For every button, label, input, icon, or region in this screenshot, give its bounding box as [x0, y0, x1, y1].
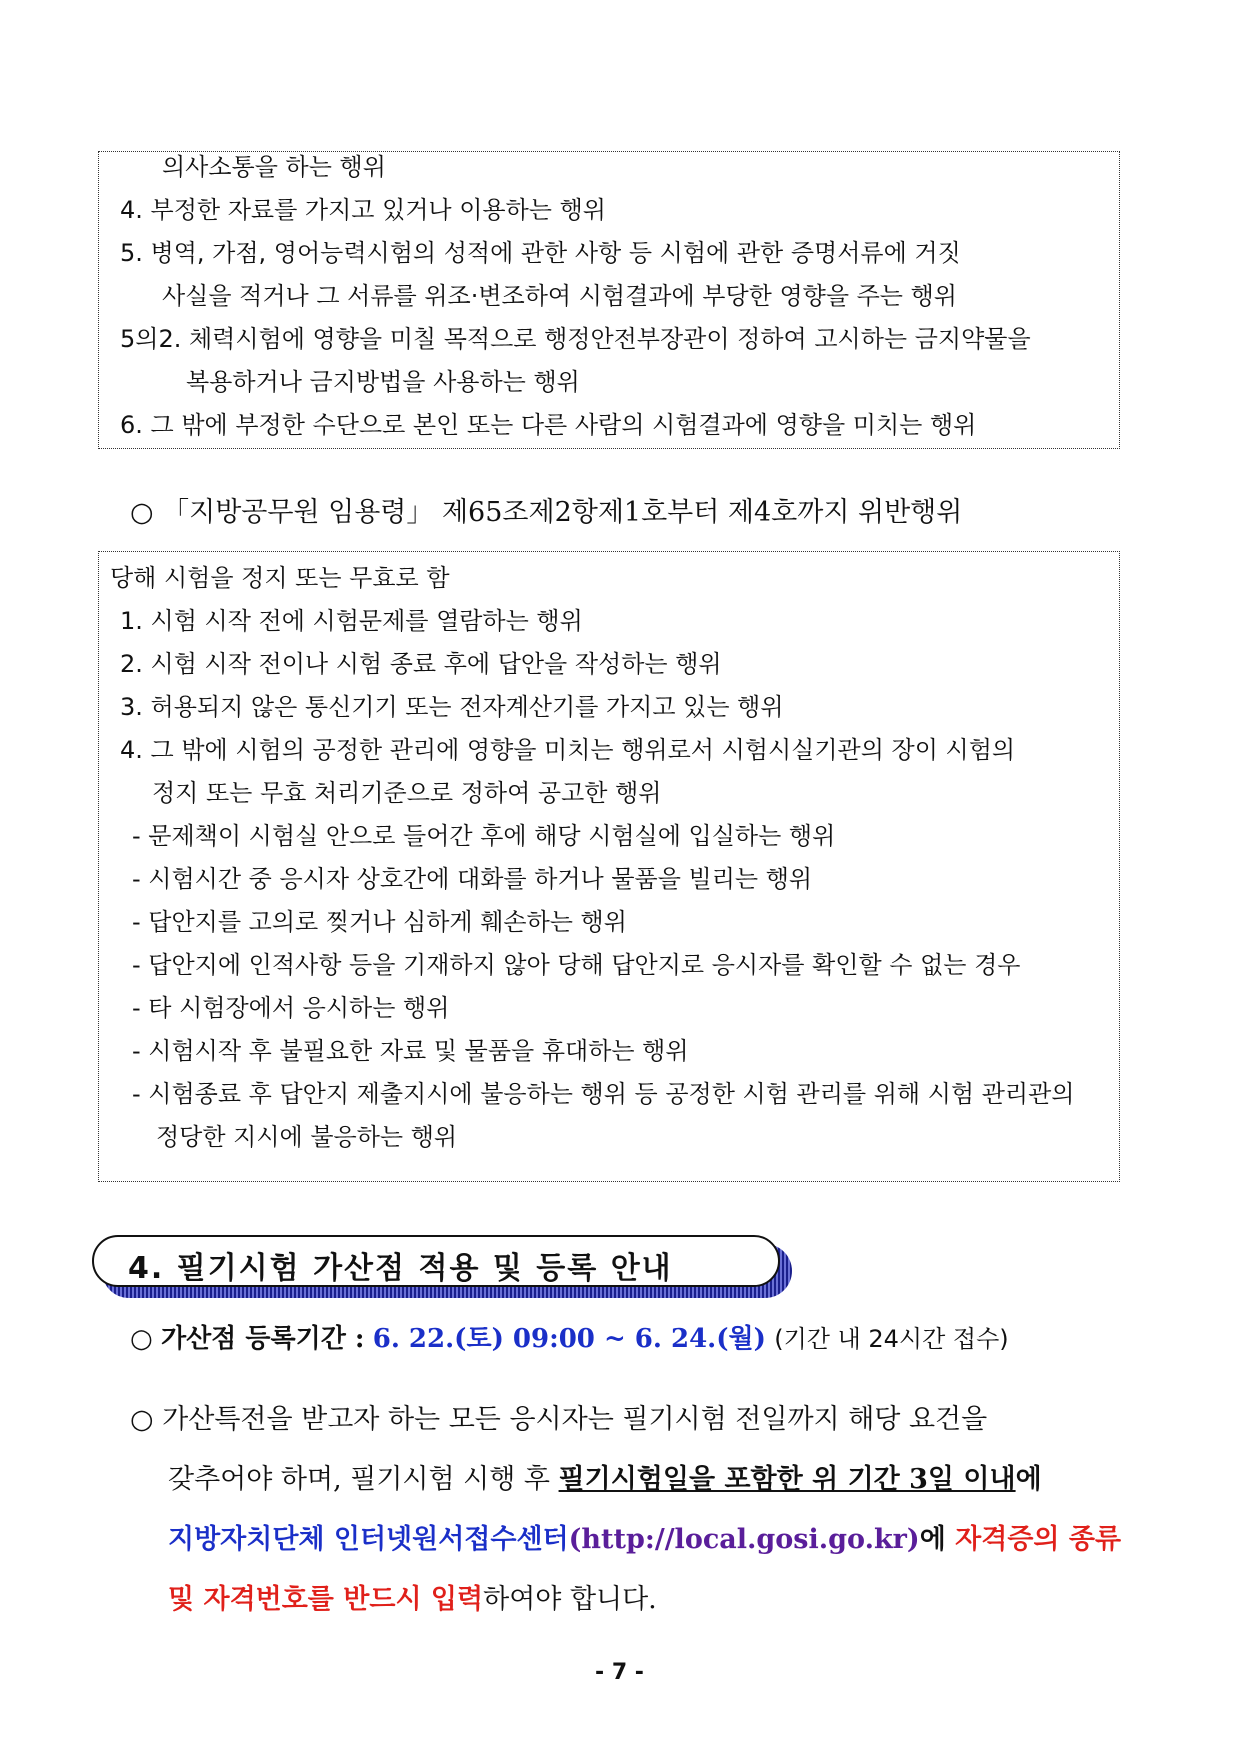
notice-text: 가산특전을 받고자 하는 모든 응시자는 필기시험 전일까지 해당 요건을 [162, 1404, 988, 1435]
box2-line: - 시험시간 중 응시자 상호간에 대화를 하거나 물품을 빌리는 행위 [132, 865, 813, 893]
section-heading [92, 1235, 782, 1291]
registration-bullet: ○ [130, 1324, 153, 1354]
box1-line: 사실을 적거나 그 서류를 위조·변조하여 시험결과에 부당한 영향을 주는 행위 [162, 282, 957, 310]
page-number: - 7 - [595, 1660, 644, 1685]
box2-line: - 시험종료 후 답안지 제출지시에 불응하는 행위 등 공정한 시험 관리를 위해 시험 관리관의 [132, 1080, 1075, 1108]
box1-line: 5. 병역, 가점, 영어능력시험의 성적에 관한 사항 등 시험에 관한 증명서류에 거짓 [120, 239, 961, 267]
box2-line: - 답안지에 인적사항 등을 기재하지 않아 당해 답안지로 응시자를 확인할 수 없는 경우 [132, 951, 1021, 979]
box2-line: - 타 시험장에서 응시하는 행위 [132, 994, 450, 1022]
box2-line: 당해 시험을 정지 또는 무효로 함 [110, 564, 450, 592]
box2-line: - 답안지를 고의로 찢거나 심하게 훼손하는 행위 [132, 908, 627, 936]
notice-emphasis: 및 자격번호를 반드시 입력 [168, 1584, 484, 1615]
notice-text: 에 [919, 1524, 956, 1555]
notice-line-2 [168, 1457, 1042, 1496]
box1-line: 6. 그 밖에 부정한 수단으로 본인 또는 다른 사람의 시험결과에 영향을 미치는 행위 [120, 411, 977, 439]
box2-line: 1. 시험 시작 전에 시험문제를 열람하는 행위 [120, 607, 583, 635]
notice-text: 에 [1015, 1464, 1042, 1495]
registration-dates: 6. 22.(토) 09:00 ~ 6. 24.(월) [372, 1324, 766, 1354]
notice-url-link[interactable]: (http://local.gosi.go.kr) [568, 1524, 920, 1555]
notice-line-1 [130, 1397, 987, 1436]
box1-line: 5의2. 체력시험에 영향을 미칠 목적으로 행정안전부장관이 정하여 고시하는 금지약물을 [120, 325, 1031, 353]
notice-text: 갖추어야 하며, 필기시험 시행 후 [168, 1464, 559, 1495]
registration-period [130, 1318, 1009, 1355]
notice-text: 하여야 합니다. [483, 1584, 657, 1615]
section-intro: ○ 「지방공무원 임용령」 제65조제2항제1호부터 제4호까지 위반행위 [130, 497, 963, 528]
notice-deadline: 필기시험일을 포함한 위 기간 3일 이내 [558, 1464, 1016, 1495]
box2-line: - 시험시작 후 불필요한 자료 및 물품을 휴대하는 행위 [132, 1037, 689, 1065]
box2-line: 2. 시험 시작 전이나 시험 종료 후에 답안을 작성하는 행위 [120, 650, 722, 678]
notice-line-4 [168, 1577, 657, 1616]
box2-line: 4. 그 밖에 시험의 공정한 관리에 영향을 미치는 행위로서 시험시실기관의 장이 시험의 [120, 736, 1016, 764]
box1-line: 4. 부정한 자료를 가지고 있거나 이용하는 행위 [120, 196, 606, 224]
notice-emphasis: 자격증의 종류 [955, 1524, 1122, 1555]
box2-line: 정지 또는 무효 처리기준으로 정하여 공고한 행위 [152, 779, 662, 807]
registration-note: (기간 내 24시간 접수) [774, 1325, 1009, 1353]
notice-line-3 [168, 1517, 1121, 1556]
notice-bullet: ○ [130, 1404, 154, 1435]
heading-text: 4. 필기시험 가산점 적용 및 등록 안내 [128, 1251, 673, 1286]
box1-line: 의사소통을 하는 행위 [162, 153, 386, 181]
notice-center-name: 지방자치단체 인터넷원서접수센터 [168, 1524, 569, 1555]
registration-label: 가산점 등록기간 : [160, 1324, 365, 1354]
box2-line: 정당한 지시에 불응하는 행위 [156, 1123, 458, 1151]
box2-line: 3. 허용되지 않은 통신기기 또는 전자계산기를 가지고 있는 행위 [120, 693, 784, 721]
box2-line: - 문제책이 시험실 안으로 들어간 후에 해당 시험실에 입실하는 행위 [132, 822, 836, 850]
box1-line: 복용하거나 금지방법을 사용하는 행위 [186, 368, 580, 396]
